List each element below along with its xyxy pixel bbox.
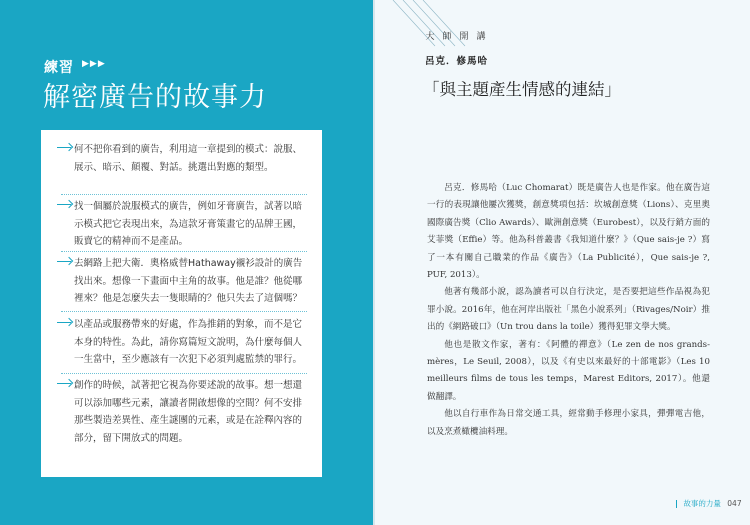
dotted-divider	[61, 373, 307, 374]
exercise-label: 練習	[44, 60, 74, 76]
task-item	[57, 198, 307, 251]
exercise-card	[41, 130, 322, 477]
body-paragraph: 他著有幾部小說，認為讀者可以自行決定，是否要把這些作品視為犯罪小說。2016年，他在河岸出版社「黑色小說系列」（Rivages/Noir）推出的《網路破口》（Un trou dans la toile）獲得犯罪文學大獎。	[427, 287, 710, 333]
arrow-icon	[57, 261, 71, 262]
section-tag	[423, 30, 491, 44]
dotted-divider	[61, 194, 307, 195]
task-text: 創作的時候，試著把它視為你要述說的故事。想一想還可以添加哪些元素，讓讀者開啟想像的空間？何不安排那些製造差異性、產生謎團的元素，或是在詮釋內容的部分，留下開放式的問題。	[74, 380, 303, 444]
book-spine	[373, 0, 375, 525]
task-item	[57, 377, 307, 447]
task-text: 找一個屬於說服模式的廣告，例如牙膏廣告，試著以暗示模式把它表現出來，為這款牙膏策畫它的品牌王國，販賣它的精神而不是產品。	[74, 201, 303, 247]
dotted-divider	[61, 251, 307, 252]
dotted-divider	[61, 311, 307, 312]
section-tag-char: 講	[476, 32, 486, 42]
arrow-icon	[57, 147, 71, 148]
task-text: 去網路上把大衛．奧格威替Hathaway襯衫設計的廣告找出來。想像一下畫面中主角的故事。他是誰？他從哪裡來？他是怎麼失去一隻眼睛的？他只失去了這個嗎？	[74, 258, 303, 304]
section-tag-char: 開	[459, 32, 469, 42]
footer-label: 故事的力量	[683, 499, 721, 508]
task-text: 何不把你看到的廣告，利用這一章提到的模式：說服、展示、暗示、顛覆、對話。挑選出對應的類型。	[74, 144, 303, 173]
footer-bar	[676, 500, 677, 508]
arrow-icon	[57, 383, 71, 384]
arrow-icon	[57, 204, 71, 205]
page-number: 047	[727, 499, 742, 508]
exercise-title: 解密廣告的故事力	[43, 82, 267, 113]
article-body	[427, 180, 710, 441]
pull-quote: 「與主題產生情感的連結」	[423, 80, 621, 99]
author-name: 呂克．修馬哈	[425, 56, 489, 67]
body-paragraph: 他以自行車作為日常交通工具，經常動手修理小家具，彈彈電吉他，以及烹煮橄欖油料理。	[427, 409, 710, 437]
body-paragraph: 呂克．修馬哈（Luc Chomarat）既是廣告人也是作家。他在廣告這一行的表現讓他屢次獲獎，創意獎項包括：坎城創意獎（Lions）、克里奧國際廣告獎（Clio Awards）、歐洲創意獎（Eurobest），以及行銷方面的艾菲獎（Effie）等。他為科普叢書《我知道什麼？》（Que sais-je ?）寫了一本有關自己職業的作品《廣告》（La Publicité），Que sais-je ?, PUF, 2013）。	[427, 183, 710, 281]
section-tag-char: 大	[425, 32, 435, 42]
task-text: 以產品或服務帶來的好處，作為推銷的對象，而不是它本身的特性。為此，請你寫篇短文說明，為什麼每個人一生當中，至少應該有一次犯下必須判處監禁的罪行。	[74, 319, 303, 365]
task-item	[57, 316, 307, 369]
page-footer	[676, 498, 742, 509]
task-item	[57, 255, 307, 308]
triple-arrow-icon: ▶▶▶	[82, 59, 106, 69]
body-paragraph: 他也是散文作家，著有：《阿體的禪意》（Le zen de nos grands-mères，Le Seuil, 2008），以及《有史以來最好的十部電影》（Les 10 meilleurs films de tous les temps，Marest Editors, 2017）。他還做翻譯。	[427, 339, 710, 402]
section-tag-char: 師	[442, 32, 452, 42]
task-item	[57, 141, 307, 176]
arrow-icon	[57, 322, 71, 323]
